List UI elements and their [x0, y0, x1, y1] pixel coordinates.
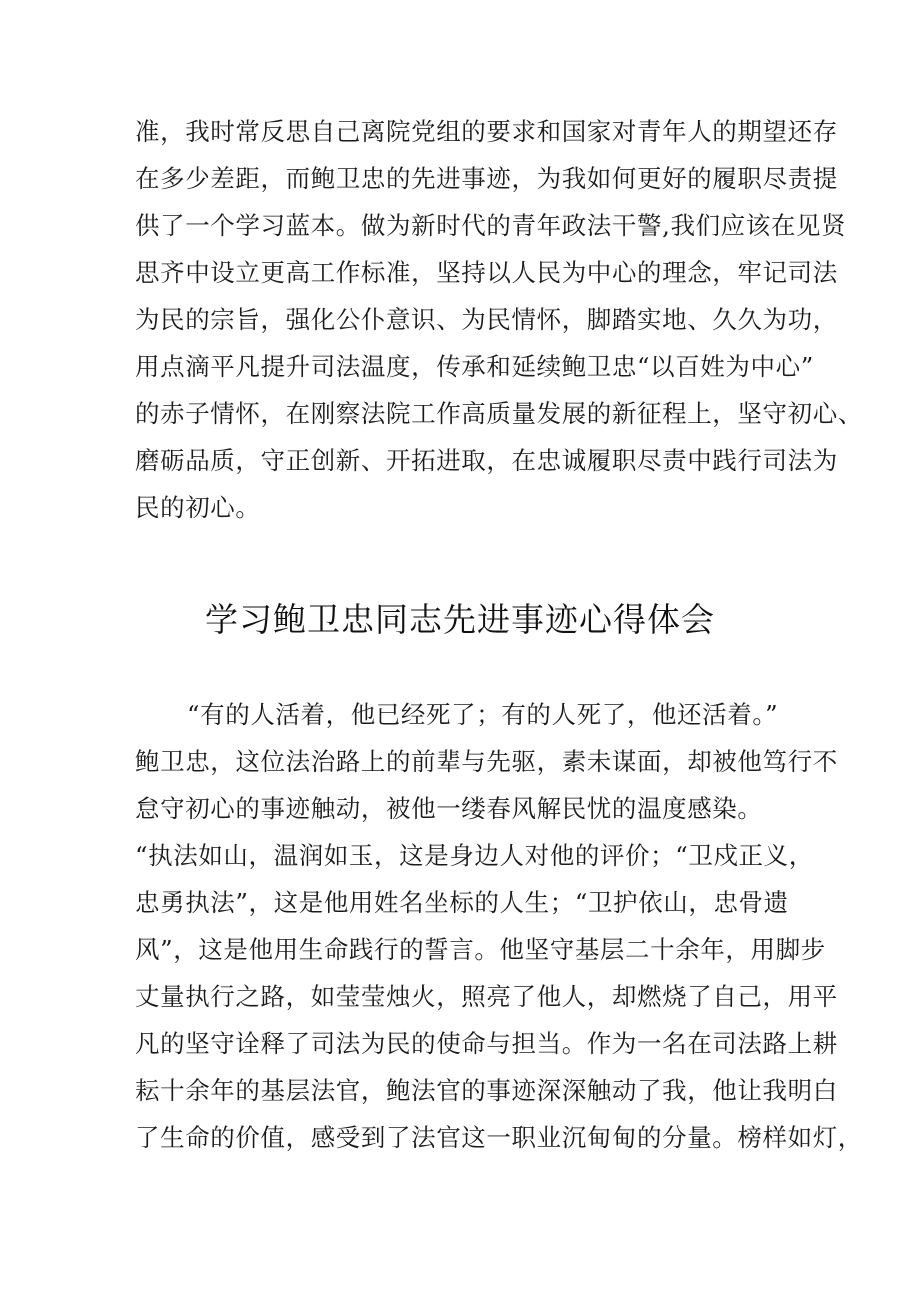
text-line: 的赤子情怀，在刚察法院工作高质量发展的新征程上，坚守初心、	[135, 399, 863, 428]
text-line: 怠守初心的事迹触动，被他一缕春风解民忧的温度感染。	[135, 794, 763, 823]
text-line: 思齐中设立更高工作标准，坚持以人民为中心的理念，牢记司法	[135, 258, 838, 287]
text-line: “有的人活着，他已经死了；有的人死了，他还活着。”	[187, 700, 779, 729]
text-line: 忠勇执法”，这是他用姓名坐标的人生；“卫护依山，忠骨遗	[135, 888, 789, 917]
text-line: 鲍卫忠，这位法治路上的前辈与先驱，素未谋面，却被他笃行不	[135, 747, 838, 776]
text-line: 供了一个学习蓝本。做为新时代的青年政法干警,我们应该在见贤	[135, 211, 847, 240]
text-line: 凡的坚守诠释了司法为民的使命与担当。作为一名在司法路上耕	[135, 1029, 838, 1058]
text-line: 为民的宗旨，强化公仆意识、为民情怀，脚踏实地、久久为功，	[135, 305, 838, 334]
text-line: 民的初心。	[135, 493, 261, 522]
article-title: 学习鲍卫忠同志先进事迹心得体会	[205, 600, 715, 639]
text-line: 丈量执行之路，如莹莹烛火，照亮了他人，却燃烧了自己，用平	[135, 982, 838, 1011]
text-line: “执法如山，温润如玉，这是身边人对他的评价；“卫戍正义，	[135, 841, 814, 870]
text-line: 用点滴平凡提升司法温度，传承和延续鲍卫忠“以百姓为中心”	[135, 352, 814, 381]
text-line: 了生命的价值，感受到了法官这一职业沉甸甸的分量。榜样如灯，	[135, 1123, 863, 1152]
text-line: 在多少差距，而鲍卫忠的先进事迹，为我如何更好的履职尽责提	[135, 164, 838, 193]
text-line: 耘十余年的基层法官，鲍法官的事迹深深触动了我，他让我明白	[135, 1076, 838, 1105]
text-line: 准，我时常反思自己离院党组的要求和国家对青年人的期望还存	[135, 117, 838, 146]
text-line: 磨砺品质，守正创新、开拓进取，在忠诚履职尽责中践行司法为	[135, 446, 838, 475]
text-line: 风”，这是他用生命践行的誓言。他坚守基层二十余年，用脚步	[135, 935, 826, 964]
